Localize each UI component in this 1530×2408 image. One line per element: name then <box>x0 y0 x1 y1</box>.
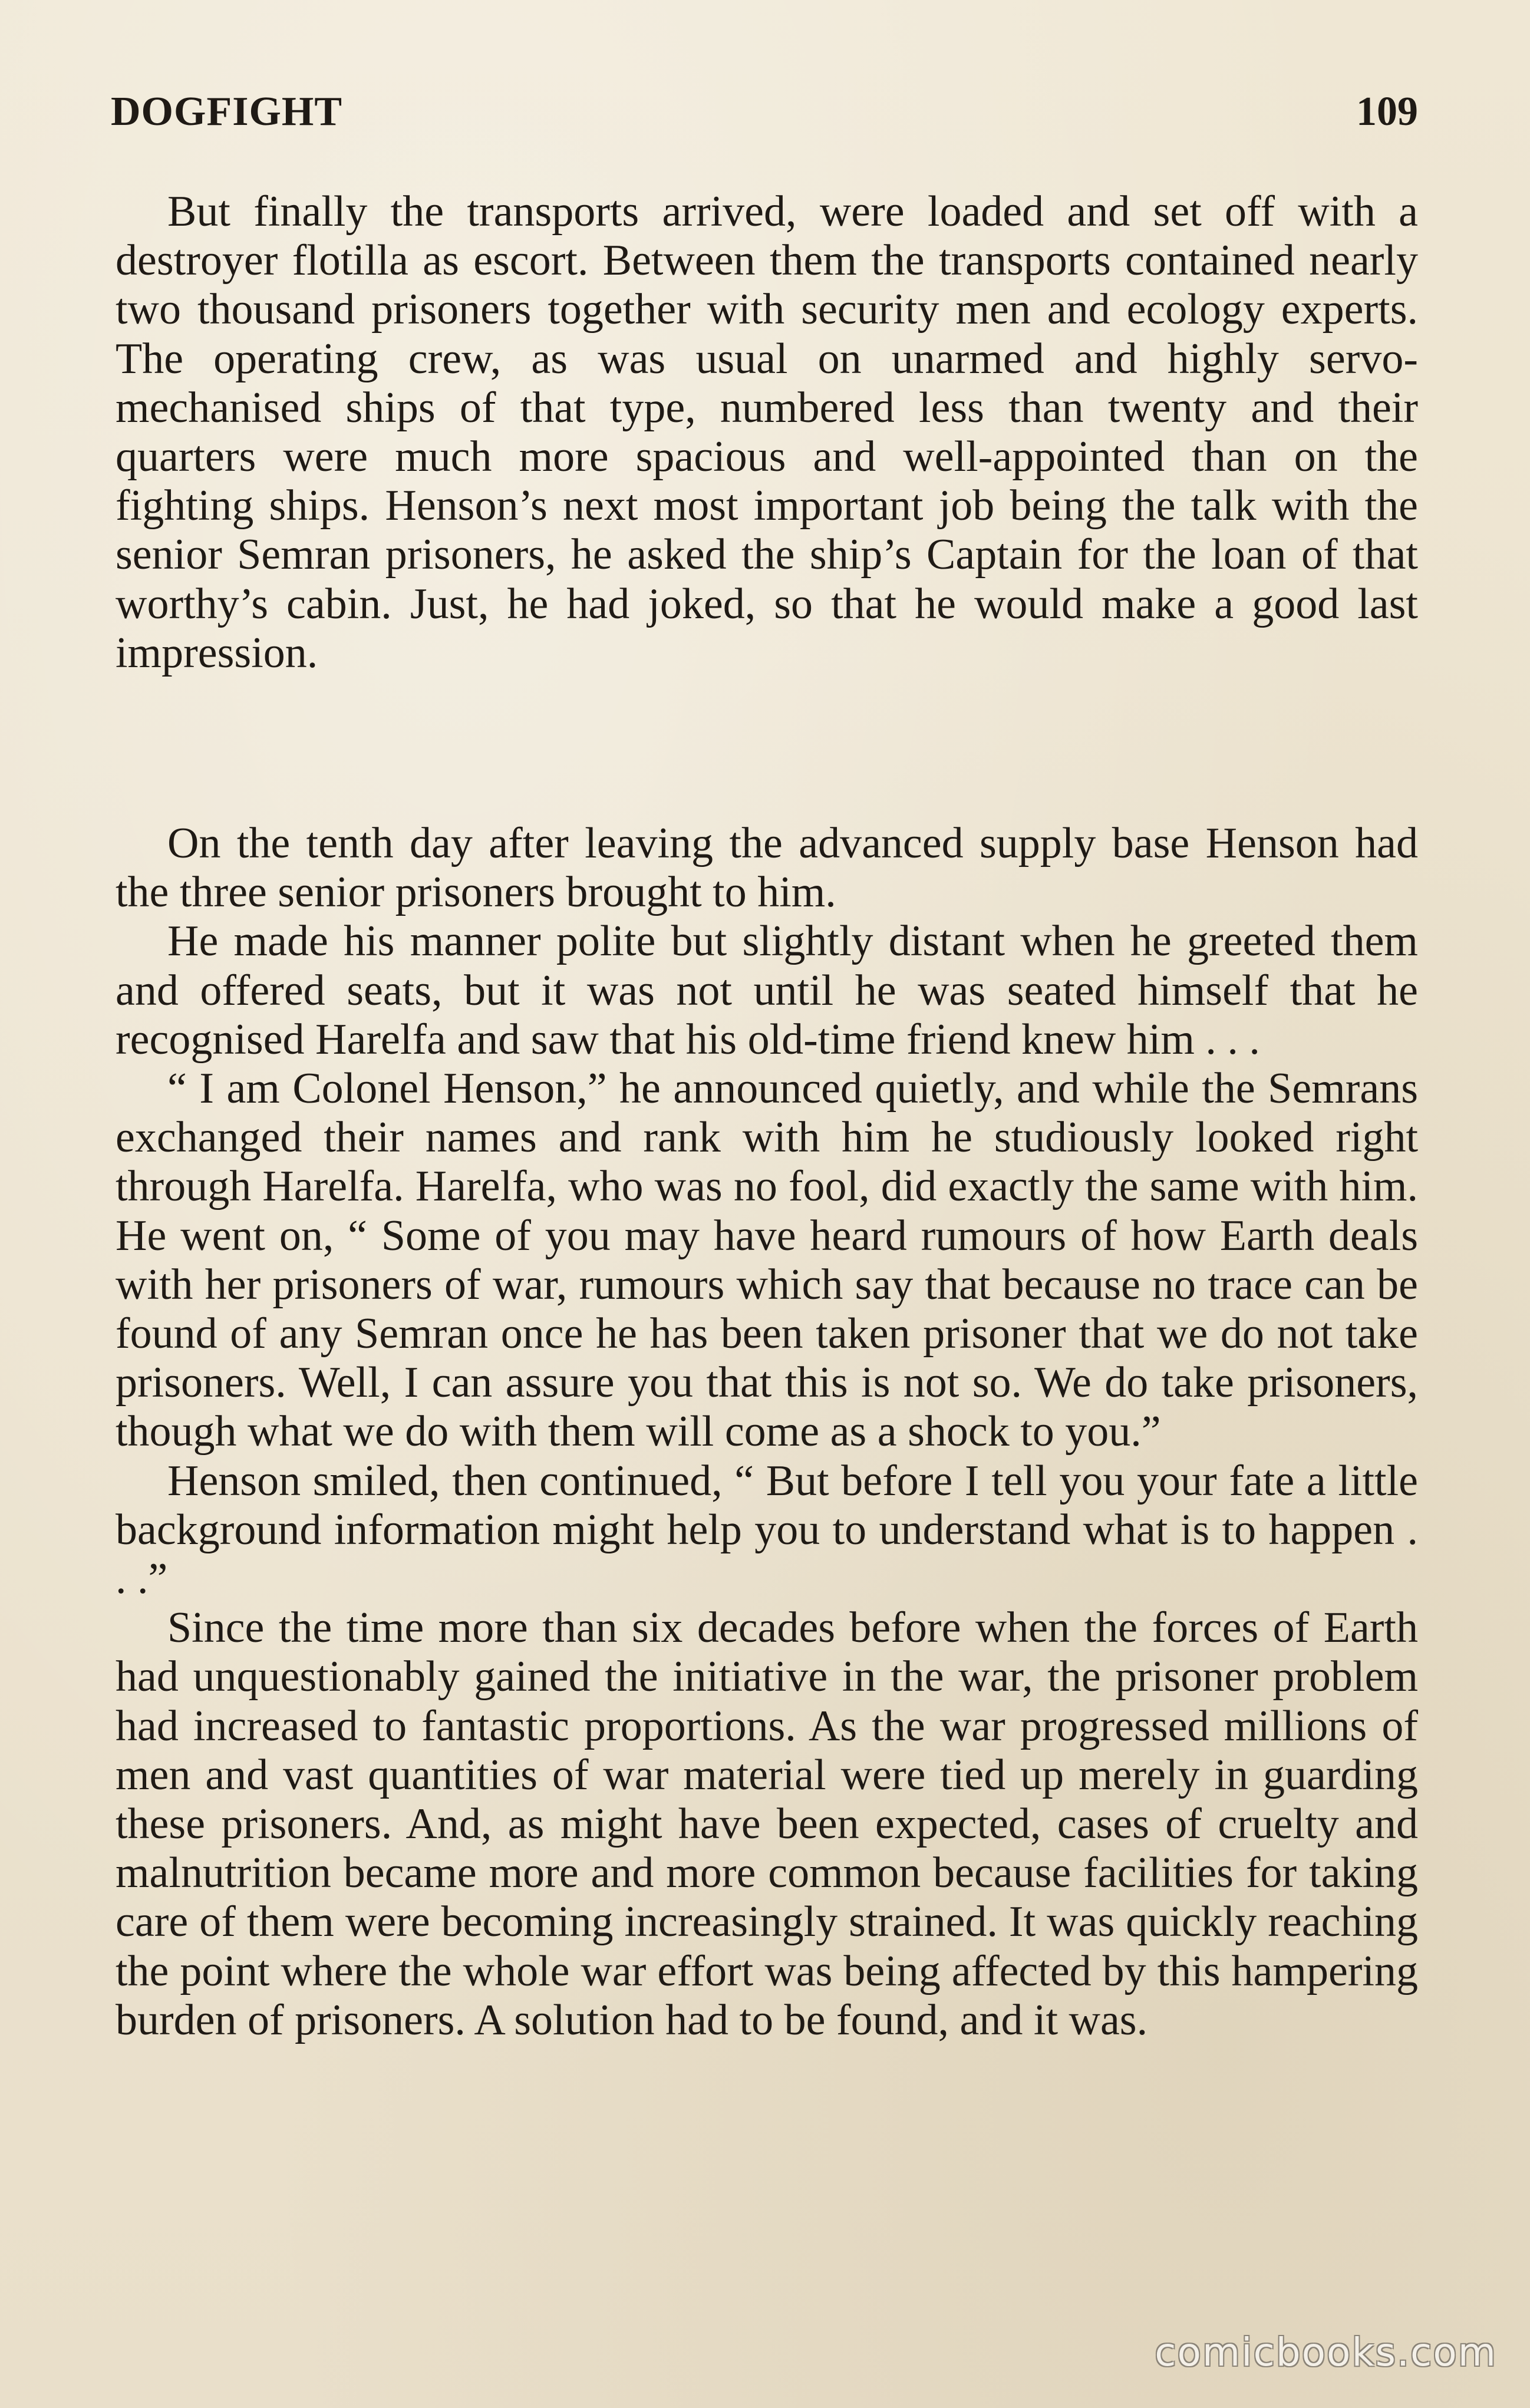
text-section-2 <box>116 819 1418 2045</box>
paragraph: Since the time more than six decades before when the forces of Earth had unquestionably gained the initiative in the war, the prisoner problem had increased to fantastic proportions. As the war progressed millions of men and vast quantities of war material were tied up merely in guarding these prisoners. And, as might have been expected, cases of cruelty and malnutrition became more and more common because facilities for taking care of them were becoming increasingly strained. It was quickly reaching the point where the whole war effort was being affected by this hampering burden of prisoners. A solution had to be found, and it was. <box>116 1604 1418 2044</box>
paragraph: “ I am Colonel Henson,” he announced quietly, and while the Semrans exchanged their names and rank with him he studiously looked right through Harelfa. Harelfa, who was no fool, did exactly the same with him. He went on, “ Some of you may have heard rumours of how Earth deals with her prisoners of war, rumours which say that because no trace can be found of any Semran once he has been taken prisoner that we do not take prisoners. Well, I can assure you that this is not so. We do take prisoners, though what we do with them will come as a shock to you.” <box>116 1064 1418 1456</box>
page-number: 109 <box>1356 89 1418 134</box>
chapter-title: DOGFIGHT <box>111 89 343 134</box>
paragraph: But finally the transports arrived, were loaded and set off with a destroyer flotilla as escort. Between them the transports contained nearly two thousand prisoners together with security men and ecology experts. The operating crew, as was usual on unarmed and highly servo-mechanised ships of that type, numbered less than twenty and their quarters were much more spacious and well-appointed than on the fighting ships. Henson’s next most important job being the talk with the senior Semran prisoners, he asked the ship’s Captain for the loan of that worthy’s cabin. Just, he had joked, so that he would make a good last impression. <box>116 187 1418 677</box>
watermark: comicbooks.com <box>1155 2330 1497 2375</box>
paragraph: He made his manner polite but slightly distant when he greeted them and offered seats, but it was not until he was seated himself that he recognised Harelfa and saw that his old-time friend knew him . . . <box>116 917 1418 1064</box>
paragraph: Henson smiled, then continued, “ But before I tell you your fate a little background information might help you to understand what is to happen . . .” <box>116 1456 1418 1604</box>
paragraph: On the tenth day after leaving the advanced supply base Henson had the three senior prisoners brought to him. <box>116 819 1418 917</box>
running-head <box>111 88 1418 147</box>
text-section-1 <box>116 187 1418 678</box>
